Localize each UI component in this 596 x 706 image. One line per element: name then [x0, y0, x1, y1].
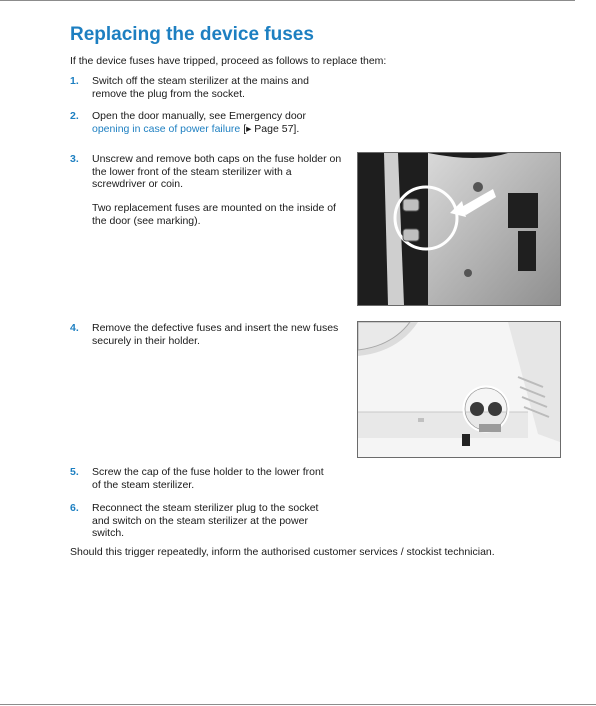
page-title: Replacing the device fuses — [70, 24, 314, 45]
step-2-line: Open the door manually, see Emergency door — [92, 110, 307, 122]
step-2-number: 2. — [70, 110, 79, 122]
step-3-line: screwdriver or coin. — [92, 178, 184, 190]
step-5-text — [92, 466, 324, 491]
bottom-rule — [0, 704, 596, 705]
closing-text: Should this trigger repeatedly, inform the authorised customer services / stockist technician. — [70, 546, 495, 558]
step-6-line: Reconnect the steam sterilizer plug to the socket — [92, 502, 319, 514]
step-1-line: remove the plug from the socket. — [92, 87, 245, 100]
fuse-holder-illustration — [358, 153, 560, 305]
step-2-text — [92, 110, 306, 135]
sterilizer-front-photo — [357, 321, 561, 458]
step-5-line: Screw the cap of the fuse holder to the lower front — [92, 466, 324, 478]
step-3-line: Unscrew and remove both caps on the fuse holder on — [92, 153, 342, 165]
step-3-note-line: the door (see marking). — [92, 214, 201, 227]
step-3-note — [92, 202, 336, 227]
step-4-text — [92, 322, 338, 347]
step-3-note-line: Two replacement fuses are mounted on the inside of — [92, 202, 336, 214]
step-1-number: 1. — [70, 75, 79, 87]
step-5-number: 5. — [70, 466, 79, 478]
step-4-line: Remove the defective fuses and insert the new fuses — [92, 322, 339, 334]
step-3-line: the lower front of the steam sterilizer with a — [92, 165, 292, 178]
top-rule — [0, 0, 575, 1]
step-6-line: and switch on the steam sterilizer at the power — [92, 514, 308, 527]
step-1-line: Switch off the steam sterilizer at the mains and — [92, 75, 309, 87]
page-ref-arrow: [▸ — [243, 122, 252, 135]
intro-text: If the device fuses have tripped, proceed as follows to replace them: — [70, 55, 387, 67]
page-ref-text: Page 57]. — [251, 122, 300, 135]
step-6-text — [92, 502, 318, 540]
step-4-number: 4. — [70, 322, 79, 334]
step-3-text — [92, 153, 341, 191]
fuse-holder-photo — [357, 152, 561, 306]
step-4-line: securely in their holder. — [92, 334, 200, 347]
step-5-line: of the steam sterilizer. — [92, 478, 195, 491]
step-3-number: 3. — [70, 153, 79, 165]
emergency-door-link[interactable]: opening in case of power failure — [92, 122, 241, 135]
sterilizer-front-illustration — [358, 322, 560, 457]
step-1-text — [92, 75, 309, 100]
step-6-number: 6. — [70, 502, 79, 514]
step-6-line: switch. — [92, 527, 125, 539]
